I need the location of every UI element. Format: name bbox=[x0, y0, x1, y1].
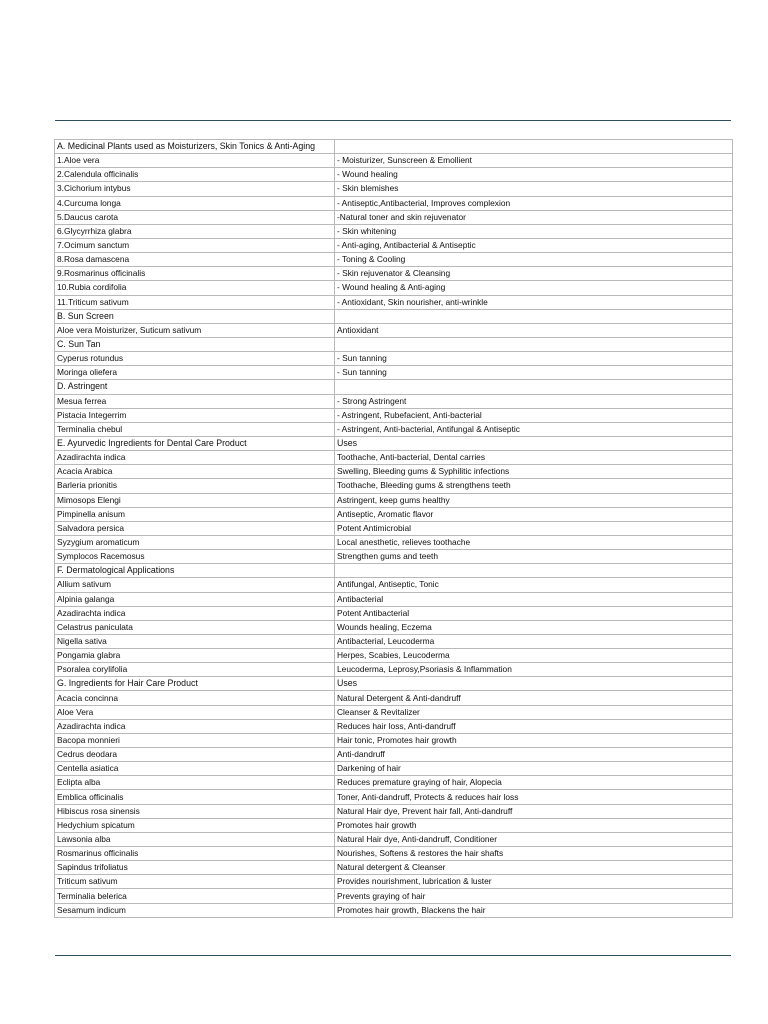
table-row bbox=[55, 790, 733, 804]
table-row bbox=[55, 620, 733, 634]
section-title: C. Sun Tan bbox=[55, 337, 335, 351]
use-cell: - Toning & Cooling bbox=[335, 253, 733, 267]
table-row bbox=[55, 733, 733, 747]
table-row bbox=[55, 634, 733, 648]
plant-name-cell: Cedrus deodara bbox=[55, 748, 335, 762]
plant-name-cell: Bacopa monnieri bbox=[55, 733, 335, 747]
use-cell: - Anti-aging, Antibacterial & Antiseptic bbox=[335, 238, 733, 252]
plant-name-cell: Hedychium spicatum bbox=[55, 818, 335, 832]
plant-name-cell: Celastrus paniculata bbox=[55, 620, 335, 634]
use-cell: Swelling, Bleeding gums & Syphilitic infections bbox=[335, 465, 733, 479]
use-cell: Antibacterial bbox=[335, 592, 733, 606]
table-row bbox=[55, 295, 733, 309]
table-row bbox=[55, 649, 733, 663]
plant-name-cell: Eclipta alba bbox=[55, 776, 335, 790]
table-row bbox=[55, 521, 733, 535]
use-cell: - Skin blemishes bbox=[335, 182, 733, 196]
plant-name-cell: Cyperus rotundus bbox=[55, 352, 335, 366]
table-row bbox=[55, 238, 733, 252]
plant-name-cell: 5.Daucus carota bbox=[55, 210, 335, 224]
plant-name-cell: Salvadora persica bbox=[55, 521, 335, 535]
plant-name-cell: Moringa oliefera bbox=[55, 366, 335, 380]
table-row bbox=[55, 889, 733, 903]
use-cell: Antibacterial, Leucoderma bbox=[335, 634, 733, 648]
use-cell: - Sun tanning bbox=[335, 352, 733, 366]
use-cell: Cleanser & Revitalizer bbox=[335, 705, 733, 719]
section-header-row bbox=[55, 140, 733, 154]
section-uses-header: Uses bbox=[335, 677, 733, 691]
plant-name-cell: 2.Calendula officinalis bbox=[55, 168, 335, 182]
table-row bbox=[55, 748, 733, 762]
table-row bbox=[55, 550, 733, 564]
table-row bbox=[55, 507, 733, 521]
use-cell: Natural Hair dye, Prevent hair fall, Anti-dandruff bbox=[335, 804, 733, 818]
table-row bbox=[55, 451, 733, 465]
table-row bbox=[55, 663, 733, 677]
section-header-row bbox=[55, 337, 733, 351]
table-row bbox=[55, 535, 733, 549]
section-title: G. Ingredients for Hair Care Product bbox=[55, 677, 335, 691]
table-row bbox=[55, 465, 733, 479]
table-row bbox=[55, 875, 733, 889]
use-cell: - Wound healing & Anti-aging bbox=[335, 281, 733, 295]
table-row bbox=[55, 182, 733, 196]
plant-name-cell: Hibiscus rosa sinensis bbox=[55, 804, 335, 818]
plant-name-cell: Emblica officinalis bbox=[55, 790, 335, 804]
plant-name-cell: 8.Rosa damascena bbox=[55, 253, 335, 267]
plant-name-cell: Sesamum indicum bbox=[55, 903, 335, 917]
use-cell: Provides nourishment, lubrication & luster bbox=[335, 875, 733, 889]
section-uses-header bbox=[335, 337, 733, 351]
table-row bbox=[55, 578, 733, 592]
plant-name-cell: 1.Aloe vera bbox=[55, 154, 335, 168]
section-title: F. Dermatological Applications bbox=[55, 564, 335, 578]
section-header-row bbox=[55, 564, 733, 578]
table-row bbox=[55, 606, 733, 620]
use-cell: Astringent, keep gums healthy bbox=[335, 493, 733, 507]
use-cell: Natural detergent & Cleanser bbox=[335, 861, 733, 875]
table-row bbox=[55, 422, 733, 436]
table-row bbox=[55, 366, 733, 380]
plant-name-cell: Nigella sativa bbox=[55, 634, 335, 648]
section-header-row bbox=[55, 380, 733, 394]
section-title: E. Ayurvedic Ingredients for Dental Care Product bbox=[55, 436, 335, 450]
use-cell: Potent Antibacterial bbox=[335, 606, 733, 620]
use-cell: Promotes hair growth, Blackens the hair bbox=[335, 903, 733, 917]
use-cell: Natural Detergent & Anti-dandruff bbox=[335, 691, 733, 705]
use-cell: Antioxidant bbox=[335, 323, 733, 337]
table-row bbox=[55, 903, 733, 917]
use-cell: Potent Antimicrobial bbox=[335, 521, 733, 535]
use-cell: - Moisturizer, Sunscreen & Emollient bbox=[335, 154, 733, 168]
use-cell: - Strong Astringent bbox=[335, 394, 733, 408]
table-row bbox=[55, 253, 733, 267]
plant-name-cell: Mesua ferrea bbox=[55, 394, 335, 408]
table-row bbox=[55, 281, 733, 295]
use-cell: - Skin whitening bbox=[335, 224, 733, 238]
table-row bbox=[55, 804, 733, 818]
section-title: A. Medicinal Plants used as Moisturizers, Skin Tonics & Anti-Aging bbox=[55, 140, 335, 154]
bottom-divider bbox=[55, 955, 731, 956]
section-header-row bbox=[55, 309, 733, 323]
section-header-row bbox=[55, 436, 733, 450]
table-row bbox=[55, 210, 733, 224]
use-cell: - Sun tanning bbox=[335, 366, 733, 380]
use-cell: - Wound healing bbox=[335, 168, 733, 182]
plant-name-cell: Rosmarinus officinalis bbox=[55, 847, 335, 861]
section-title: B. Sun Screen bbox=[55, 309, 335, 323]
table-row bbox=[55, 493, 733, 507]
use-cell: - Astringent, Rubefacient, Anti-bacterial bbox=[335, 408, 733, 422]
use-cell: Anti-dandruff bbox=[335, 748, 733, 762]
use-cell: Toothache, Anti-bacterial, Dental carries bbox=[335, 451, 733, 465]
plant-name-cell: Azadirachta indica bbox=[55, 719, 335, 733]
section-uses-header bbox=[335, 564, 733, 578]
plant-name-cell: 4.Curcuma longa bbox=[55, 196, 335, 210]
use-cell: Local anesthetic, relieves toothache bbox=[335, 535, 733, 549]
table-row bbox=[55, 847, 733, 861]
plant-name-cell: Pongamia glabra bbox=[55, 649, 335, 663]
section-header-row bbox=[55, 677, 733, 691]
plant-name-cell: Pistacia Integerrim bbox=[55, 408, 335, 422]
plant-name-cell: Acacia concinna bbox=[55, 691, 335, 705]
plant-name-cell: Aloe Vera bbox=[55, 705, 335, 719]
table-row bbox=[55, 352, 733, 366]
plant-name-cell: 9.Rosmarinus officinalis bbox=[55, 267, 335, 281]
use-cell: -Natural toner and skin rejuvenator bbox=[335, 210, 733, 224]
use-cell: Hair tonic, Promotes hair growth bbox=[335, 733, 733, 747]
plant-name-cell: Barleria prionitis bbox=[55, 479, 335, 493]
section-uses-header bbox=[335, 140, 733, 154]
plant-name-cell: 11.Triticum sativum bbox=[55, 295, 335, 309]
table-row bbox=[55, 196, 733, 210]
ingredients-table-body bbox=[55, 140, 733, 918]
table-row bbox=[55, 861, 733, 875]
table-row bbox=[55, 818, 733, 832]
section-uses-header bbox=[335, 309, 733, 323]
top-divider bbox=[55, 120, 731, 121]
use-cell: Darkening of hair bbox=[335, 762, 733, 776]
plant-name-cell: Syzygium aromaticum bbox=[55, 535, 335, 549]
ingredients-table bbox=[54, 139, 733, 918]
plant-name-cell: Terminalia belerica bbox=[55, 889, 335, 903]
use-cell: Promotes hair growth bbox=[335, 818, 733, 832]
use-cell: Reduces premature graying of hair, Alopecia bbox=[335, 776, 733, 790]
use-cell: Wounds healing, Eczema bbox=[335, 620, 733, 634]
use-cell: Toner, Anti-dandruff, Protects & reduces hair loss bbox=[335, 790, 733, 804]
use-cell: - Antiseptic,Antibacterial, Improves complexion bbox=[335, 196, 733, 210]
table-row bbox=[55, 154, 733, 168]
use-cell: - Astringent, Anti-bacterial, Antifungal & Antiseptic bbox=[335, 422, 733, 436]
plant-name-cell: Triticum sativum bbox=[55, 875, 335, 889]
plant-name-cell: 10.Rubia cordifolia bbox=[55, 281, 335, 295]
table-row bbox=[55, 224, 733, 238]
plant-name-cell: Alpinia galanga bbox=[55, 592, 335, 606]
plant-name-cell: Terminalia chebul bbox=[55, 422, 335, 436]
use-cell: Prevents graying of hair bbox=[335, 889, 733, 903]
plant-name-cell: Mimosops Elengi bbox=[55, 493, 335, 507]
section-title: D. Astringent bbox=[55, 380, 335, 394]
table-row bbox=[55, 394, 733, 408]
table-row bbox=[55, 762, 733, 776]
section-uses-header bbox=[335, 380, 733, 394]
table-row bbox=[55, 479, 733, 493]
plant-name-cell: Psoralea corylifolia bbox=[55, 663, 335, 677]
table-row bbox=[55, 719, 733, 733]
section-uses-header: Uses bbox=[335, 436, 733, 450]
use-cell: - Skin rejuvenator & Cleansing bbox=[335, 267, 733, 281]
use-cell: Strengthen gums and teeth bbox=[335, 550, 733, 564]
plant-name-cell: 3.Cichorium intybus bbox=[55, 182, 335, 196]
plant-name-cell: Aloe vera Moisturizer, Suticum sativum bbox=[55, 323, 335, 337]
use-cell: Toothache, Bleeding gums & strengthens teeth bbox=[335, 479, 733, 493]
table-row bbox=[55, 408, 733, 422]
table-row bbox=[55, 267, 733, 281]
plant-name-cell: Centella asiatica bbox=[55, 762, 335, 776]
use-cell: Natural Hair dye, Anti-dandruff, Conditioner bbox=[335, 832, 733, 846]
plant-name-cell: Azadirachta indica bbox=[55, 606, 335, 620]
use-cell: Herpes, Scabies, Leucoderma bbox=[335, 649, 733, 663]
use-cell: Leucoderma, Leprosy,Psoriasis & Inflammation bbox=[335, 663, 733, 677]
table-row bbox=[55, 323, 733, 337]
plant-name-cell: Symplocos Racemosus bbox=[55, 550, 335, 564]
use-cell: Nourishes, Softens & restores the hair shafts bbox=[335, 847, 733, 861]
plant-name-cell: 7.Ocimum sanctum bbox=[55, 238, 335, 252]
table-row bbox=[55, 691, 733, 705]
use-cell: Antifungal, Antiseptic, Tonic bbox=[335, 578, 733, 592]
plant-name-cell: Pimpinella anisum bbox=[55, 507, 335, 521]
plant-name-cell: Lawsonia alba bbox=[55, 832, 335, 846]
plant-name-cell: 6.Glycyrrhiza glabra bbox=[55, 224, 335, 238]
table-row bbox=[55, 832, 733, 846]
plant-name-cell: Sapindus trifoliatus bbox=[55, 861, 335, 875]
plant-name-cell: Acacia Arabica bbox=[55, 465, 335, 479]
table-row bbox=[55, 776, 733, 790]
use-cell: Antiseptic, Aromatic flavor bbox=[335, 507, 733, 521]
table-row bbox=[55, 168, 733, 182]
plant-name-cell: Azadirachta indica bbox=[55, 451, 335, 465]
table-row bbox=[55, 705, 733, 719]
plant-name-cell: Allium sativum bbox=[55, 578, 335, 592]
table-row bbox=[55, 592, 733, 606]
use-cell: - Antioxidant, Skin nourisher, anti-wrinkle bbox=[335, 295, 733, 309]
use-cell: Reduces hair loss, Anti-dandruff bbox=[335, 719, 733, 733]
